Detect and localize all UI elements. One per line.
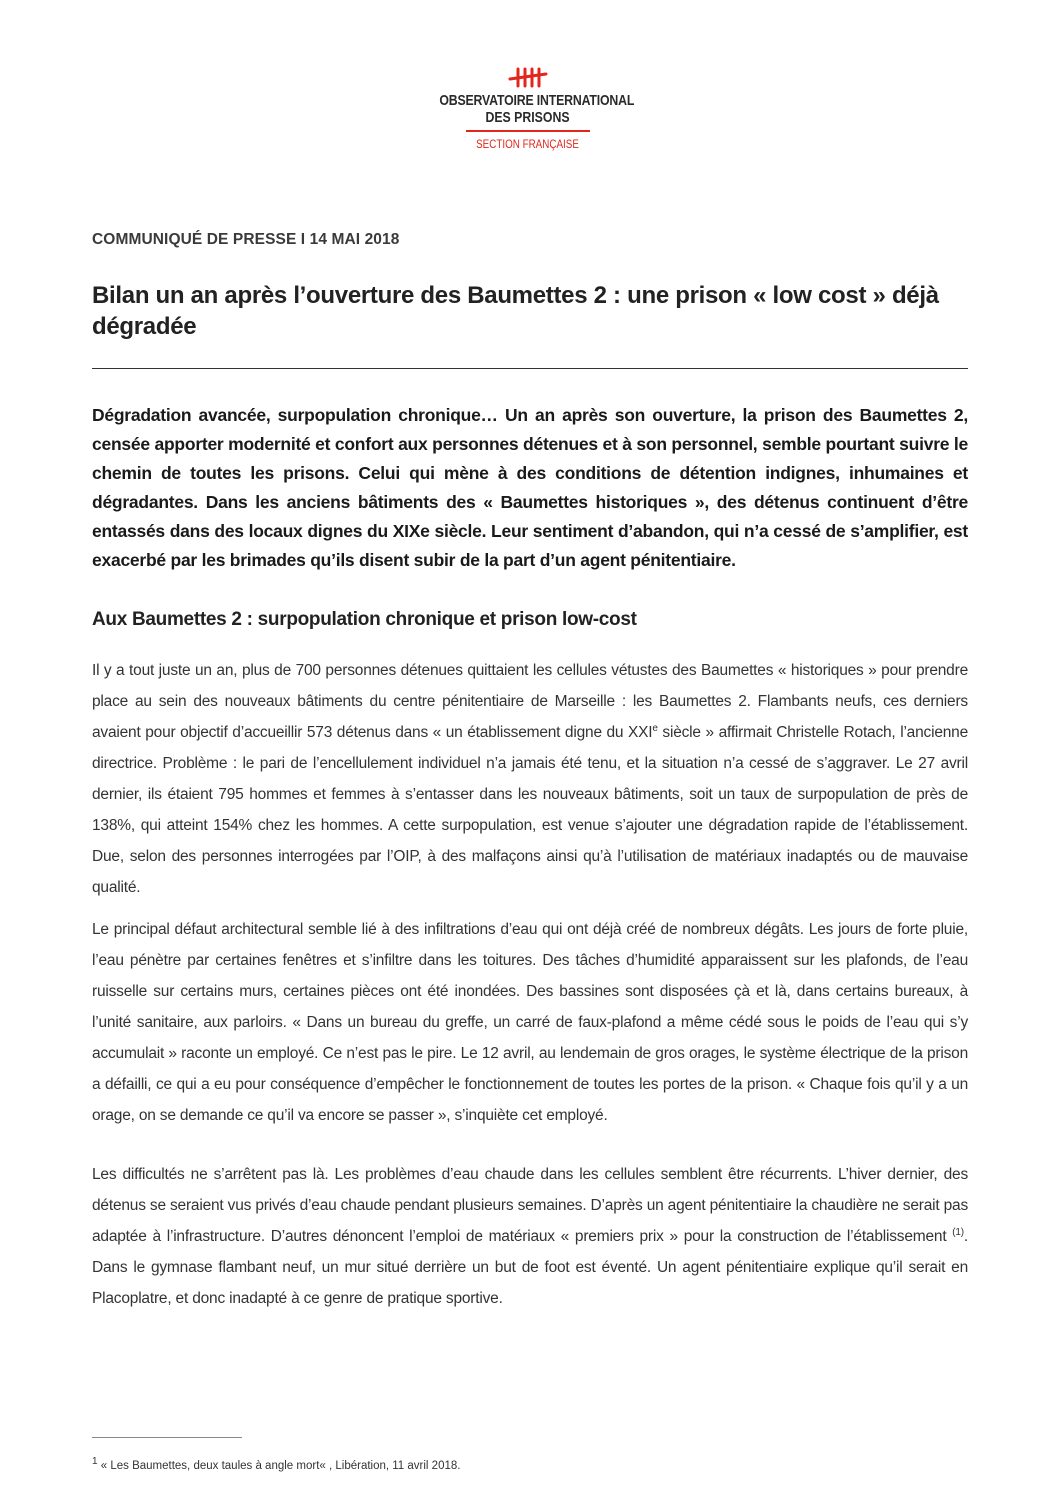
body-paragraph-1-part-a: Il y a tout juste un an, plus de 700 personnes détenues quittaient les cellules vétustes des Baumettes « historiques » pour prendre place au sein des nouveaux bâtiments du centre pénitentiaire de Marseille : les Baumettes 2. Flambants neufs, ces derniers avaient pour objectif d’accueillir 573 détenus dans « un établissement digne du XXI xyxy=(92,662,968,741)
headline-divider xyxy=(92,368,968,369)
body-paragraph-3-part-a: Les difficultés ne s’arrêtent pas là. Les problèmes d’eau chaude dans les cellules semblent être récurrents. L’hiver dernier, des détenus se seraient vus privés d’eau chaude pendant plusieurs semaines. D’après un agent pénitentiaire la chaudière ne serait pas adaptée à l’infrastructure. D’autres dénoncent l’emploi de matériaux « premiers prix » pour la construction de l’établissement xyxy=(92,1166,968,1245)
footnote-marker: 1 xyxy=(92,1456,98,1468)
footnote-divider xyxy=(92,1437,242,1438)
body-paragraph-1 xyxy=(92,655,968,903)
tally-bars-icon xyxy=(504,66,552,88)
logo-text-line1: OBSERVATOIRE INTERNATIONAL xyxy=(439,92,635,109)
body-paragraph-1-part-b: siècle » affirmait Christelle Rotach, l’ancienne directrice. Problème : le pari de l’encellulement individuel n’a jamais été tenu, et la situation n’a cessé de s’aggraver. Le 27 avril dernier, ils étaient 795 hommes et femmes à s’entasser dans les nouveaux bâtiments, soit un taux de surpopulation de près de 138%, qui atteint 154% chez les hommes. A cette surpopulation, est venue s’ajouter une dégradation rapide de l’établissement. Due, selon des personnes interrogées par l’OIP, à des malfaçons ainsi qu’à l’utilisation de matériaux inadaptés ou de mauvaise qualité. xyxy=(92,724,968,896)
body-paragraph-3-part-b: . Dans le gymnase flambant neuf, un mur situé derrière un but de foot est éventé. Un agent pénitentiaire explique qu’il serait en Placoplatre, et donc inadapté à ce genre de pratique sportive. xyxy=(92,1228,968,1307)
press-release-kicker: COMMUNIQUÉ DE PRESSE I 14 MAI 2018 xyxy=(92,231,400,248)
footnote-text: « Les Baumettes, deux taules à angle mort« , Libération, 11 avril 2018. xyxy=(97,1460,461,1472)
body-paragraph-2: Le principal défaut architectural semble lié à des infiltrations d’eau qui ont déjà créé de nombreux dégâts. Les jours de forte pluie, l’eau pénètre par certaines fenêtres et s’infiltre dans les toitures. Des tâches d’humidité apparaissent sur les plafonds, de l’eau ruisselle sur certains murs, certaines pièces ont été inondées. Des bassines sont disposées çà et là, dans certains bureaux, à l’unité sanitaire, aux parloirs. « Dans un bureau du greffe, un carré de faux-plafond a même cédé sous le poids de l’eau qui s’y accumulait » raconte un employé. Ce n’est pas le pire. Le 12 avril, au lendemain de gros orages, le système électrique de la prison a défailli, ce qui a eu pour conséquence d’empêcher le fonctionnement de toutes les portes de la prison. « Chaque fois qu’il y a un orage, on se demande ce qu’il va encore se passer », s’inquiète cet employé. xyxy=(92,921,968,1124)
section-title: Aux Baumettes 2 : surpopulation chronique et prison low-cost xyxy=(92,609,637,630)
headline: Bilan un an après l’ouverture des Baumettes 2 : une prison « low cost » déjà dégradée xyxy=(92,282,939,340)
footnote xyxy=(92,1456,461,1472)
superscript-e: e xyxy=(652,722,658,734)
body-paragraph-3 xyxy=(92,1159,968,1314)
logo-text-line2: DES PRISONS xyxy=(485,109,570,126)
logo-text-line3: SECTION FRANÇAISE xyxy=(476,137,579,151)
logo-divider xyxy=(466,130,590,132)
oip-logo xyxy=(420,66,635,151)
lead-paragraph: Dégradation avancée, surpopulation chronique… Un an après son ouverture, la prison des Baumettes 2, censée apporter modernité et confort aux personnes détenues et à son personnel, semble pourtant suivre le chemin de toutes les prisons. Celui qui mène à des conditions de détention indignes, inhumaines et dégradantes. Dans les anciens bâtiments des « Baumettes historiques », des détenus continuent d’être entassés dans des locaux dignes du XIXe siècle. Leur sentiment d’abandon, qui n’a cessé de s’amplifier, est exacerbé par les brimades qu’ils disent subir de la part d’un agent pénitentiaire. xyxy=(92,405,968,570)
footnote-reference[interactable]: (1) xyxy=(952,1226,964,1238)
